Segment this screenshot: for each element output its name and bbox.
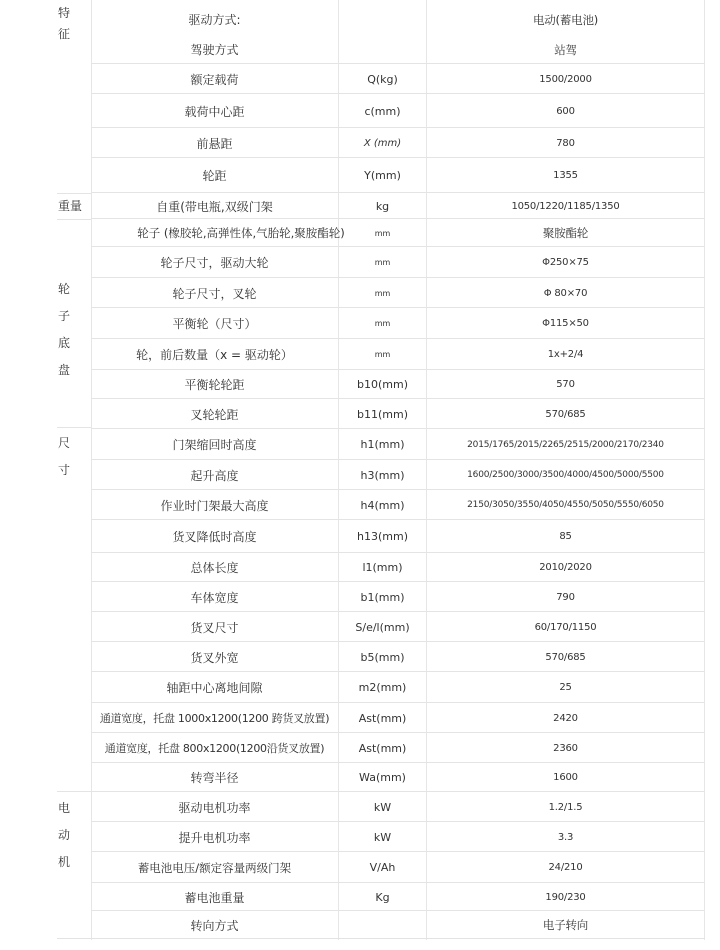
spec-row xyxy=(57,158,705,193)
spec-value: 790 xyxy=(556,591,575,603)
spec-name: 驱动电机功率 xyxy=(178,800,251,815)
spec-name: 自重(带电瓶,双级门架 xyxy=(156,199,273,214)
spec-name: 货叉外宽 xyxy=(190,650,239,665)
spec-name: 轮距 xyxy=(202,169,227,183)
spec-row xyxy=(57,852,705,883)
spec-value: 60/170/1150 xyxy=(534,621,597,633)
spec-name: 总体长度 xyxy=(190,561,239,575)
spec-unit: X (mm) xyxy=(363,137,402,149)
spec-value: 1x+2/4 xyxy=(547,349,584,360)
spec-unit: mm xyxy=(374,288,391,298)
group-char: 尺 xyxy=(58,436,71,450)
spec-row xyxy=(57,822,705,852)
spec-name: 叉轮轮距 xyxy=(190,407,239,422)
spec-name: 通道宽度，托盘 1000x1200(1200 跨货叉放置) xyxy=(99,712,330,725)
spec-value: 3.3 xyxy=(557,831,574,843)
spec-name: 起升高度 xyxy=(190,468,239,483)
spec-name: 额定载荷 xyxy=(190,72,239,87)
spec-row xyxy=(57,612,705,642)
spec-row xyxy=(57,193,705,219)
spec-value: 1600/2500/3000/3500/4000/4500/5000/5500 xyxy=(467,470,664,480)
spec-row xyxy=(57,763,705,792)
spec-name: 轴距中心离地间隙 xyxy=(166,681,263,695)
spec-value: 600 xyxy=(556,105,575,117)
spec-name: 前悬距 xyxy=(196,136,233,151)
spec-unit: mm xyxy=(374,350,391,359)
group-char: 动 xyxy=(58,828,71,842)
spec-value: 2010/2020 xyxy=(539,562,592,573)
spec-unit xyxy=(339,4,426,35)
spec-name: 驱动方式: xyxy=(188,13,241,27)
spec-name: 门架缩回时高度 xyxy=(172,438,257,452)
spec-row xyxy=(57,35,705,64)
spec-name: 蓄电池电压/额定容量两级门架 xyxy=(137,860,292,875)
spec-row xyxy=(57,219,705,247)
spec-row xyxy=(57,399,705,429)
spec-unit: Ast(mm) xyxy=(358,711,407,725)
spec-row xyxy=(57,582,705,612)
spec-row xyxy=(57,733,705,763)
forklift-spec-table xyxy=(57,0,705,940)
spec-value: 1.2/1.5 xyxy=(548,801,583,813)
spec-unit xyxy=(339,911,426,939)
spec-value: 570/685 xyxy=(545,408,586,420)
spec-value: 电动(蓄电池) xyxy=(532,12,599,27)
spec-unit: mm xyxy=(374,258,391,267)
spec-value: 1500/2000 xyxy=(539,73,592,85)
spec-row xyxy=(57,642,705,672)
spec-row xyxy=(57,308,705,339)
spec-name: 载荷中心距 xyxy=(184,104,245,119)
spec-row xyxy=(57,247,705,278)
spec-unit: Y(mm) xyxy=(364,169,401,182)
spec-unit: V/Ah xyxy=(369,861,396,874)
spec-unit: kg xyxy=(375,199,390,213)
spec-name: 驾驶方式 xyxy=(190,43,239,57)
group-char: 机 xyxy=(58,855,71,869)
spec-name: 轮，前后数量（x = 驱动轮） xyxy=(136,348,293,362)
spec-unit: b5(mm) xyxy=(360,650,405,664)
spec-unit: Kg xyxy=(375,890,390,904)
spec-value: 25 xyxy=(559,682,572,693)
spec-name: 作业时门架最大高度 xyxy=(160,498,269,513)
group-char: 征 xyxy=(58,27,71,41)
spec-unit: m2(mm) xyxy=(358,681,407,694)
spec-row xyxy=(57,460,705,490)
spec-row xyxy=(57,64,705,94)
spec-unit: mm xyxy=(374,319,391,328)
group-char: 重量 xyxy=(58,199,83,213)
spec-row xyxy=(57,128,705,158)
spec-unit: mm xyxy=(374,228,391,238)
spec-value: 2150/3050/3550/4050/4550/5050/5550/6050 xyxy=(467,500,664,510)
spec-unit: S/e/l(mm) xyxy=(355,620,410,634)
group-char: 盘 xyxy=(58,363,71,377)
spec-name: 平衡轮（尺寸） xyxy=(172,317,257,331)
spec-value: 1600 xyxy=(553,772,578,783)
spec-row xyxy=(57,883,705,911)
spec-name: 货叉降低时高度 xyxy=(172,530,257,544)
spec-unit: h3(mm) xyxy=(360,468,405,482)
spec-unit: kW xyxy=(373,830,392,844)
spec-unit: b11(mm) xyxy=(357,407,408,421)
spec-row xyxy=(57,490,705,520)
spec-unit: l1(mm) xyxy=(362,561,403,574)
spec-value: 570/685 xyxy=(545,651,586,663)
spec-unit: c(mm) xyxy=(364,104,401,118)
spec-row xyxy=(57,94,705,128)
group-char: 电 xyxy=(58,801,71,815)
group-char: 轮 xyxy=(58,282,71,296)
spec-name: 车体宽度 xyxy=(190,590,239,605)
spec-row xyxy=(57,4,705,35)
spec-value: 站驾 xyxy=(554,42,577,57)
spec-value: 85 xyxy=(559,531,572,542)
spec-value: 2360 xyxy=(553,742,578,754)
spec-name: 平衡轮轮距 xyxy=(184,378,245,392)
spec-row xyxy=(57,911,705,939)
spec-value: 780 xyxy=(556,137,575,149)
spec-row xyxy=(57,672,705,703)
spec-unit: Wa(mm) xyxy=(359,771,406,784)
spec-row xyxy=(57,520,705,553)
spec-unit: h1(mm) xyxy=(360,438,405,451)
group-char: 底 xyxy=(58,336,71,350)
spec-unit: b1(mm) xyxy=(360,590,405,604)
spec-value: 电子转向 xyxy=(542,918,589,932)
spec-name: 提升电机功率 xyxy=(178,830,251,845)
spec-unit: Q(kg) xyxy=(367,72,398,86)
spec-name: 轮子尺寸，叉轮 xyxy=(172,286,257,301)
spec-name: 货叉尺寸 xyxy=(190,620,239,635)
group-char: 寸 xyxy=(58,463,71,477)
spec-value: 2015/1765/2015/2265/2515/2000/2170/2340 xyxy=(467,439,664,450)
spec-value: 570 xyxy=(556,379,575,390)
spec-unit: b10(mm) xyxy=(357,378,408,391)
table-bottom-border xyxy=(57,938,705,939)
spec-unit: kW xyxy=(373,800,392,814)
spec-name: 轮子 (橡胶轮,高弹性体,气胎轮,聚胺酯轮) xyxy=(137,226,345,240)
spec-name: 蓄电池重量 xyxy=(184,890,245,905)
spec-row xyxy=(57,370,705,399)
spec-value: 190/230 xyxy=(545,891,586,903)
spec-value: Φ250×75 xyxy=(542,257,589,268)
spec-value: 24/210 xyxy=(548,862,583,873)
spec-row xyxy=(57,339,705,370)
spec-value: 1050/1220/1185/1350 xyxy=(511,200,620,212)
group-char: 特 xyxy=(58,6,71,20)
spec-name: 转弯半径 xyxy=(190,771,239,785)
spec-value: 1355 xyxy=(553,170,578,181)
spec-name: 轮子尺寸，驱动大轮 xyxy=(160,256,269,270)
spec-name: 转向方式 xyxy=(190,918,239,933)
spec-value: 2420 xyxy=(553,712,578,724)
spec-row xyxy=(57,792,705,822)
spec-unit: Ast(mm) xyxy=(358,741,407,755)
spec-value: Φ115×50 xyxy=(542,318,589,329)
spec-row xyxy=(57,429,705,460)
spec-unit: h13(mm) xyxy=(357,530,408,543)
spec-value: 聚胺酯轮 xyxy=(542,226,589,240)
spec-value: Φ 80×70 xyxy=(543,287,588,299)
spec-row xyxy=(57,703,705,733)
spec-unit xyxy=(339,35,426,64)
spec-unit: h4(mm) xyxy=(360,498,405,512)
spec-row xyxy=(57,553,705,582)
group-char: 子 xyxy=(58,309,71,323)
spec-name: 通道宽度，托盘 800x1200(1200沿货叉放置) xyxy=(104,742,325,755)
spec-row xyxy=(57,278,705,308)
